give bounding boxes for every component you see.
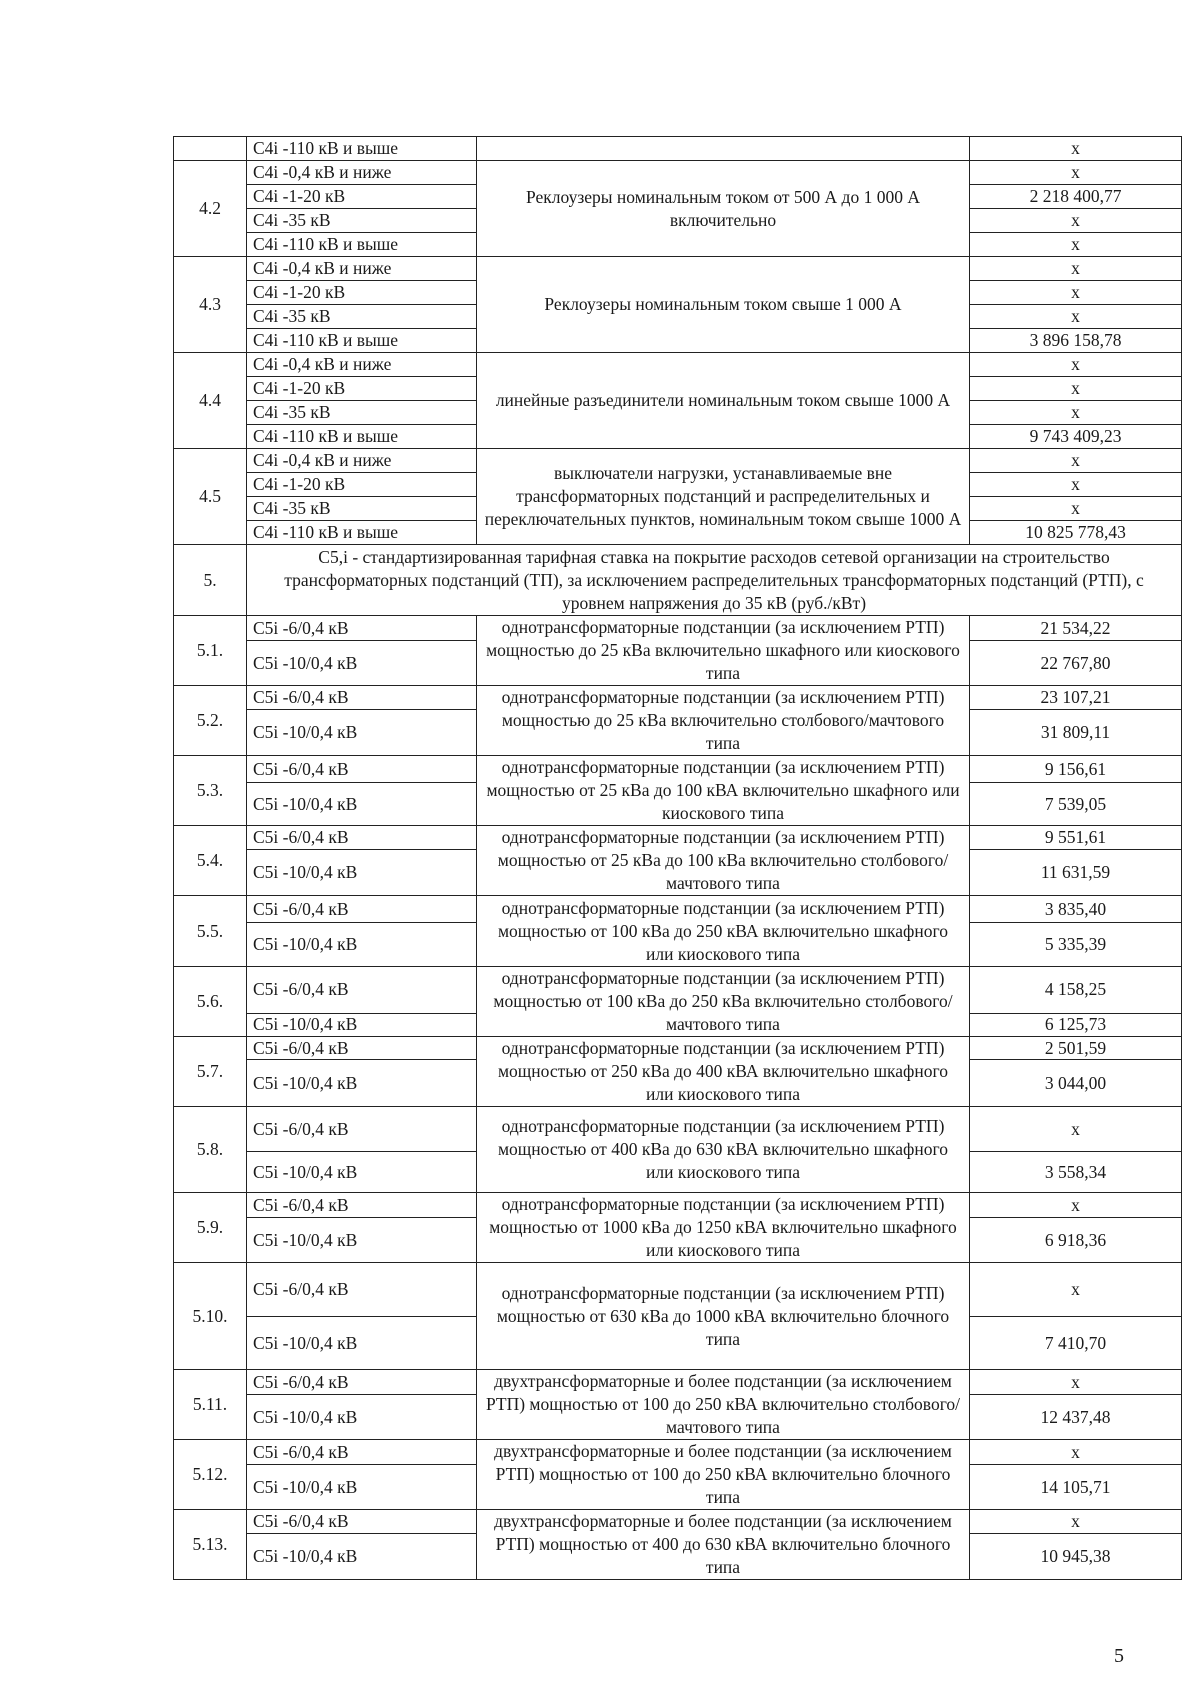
table-row [174,686,1182,710]
rate-value-cell: 7 410,70 [970,1317,1182,1370]
row-number-cell: 4.4 [174,353,247,449]
rate-code-cell: C5i -6/0,4 кВ [247,896,477,923]
rate-value-cell: x [970,353,1182,377]
rate-code-cell: C5i -10/0,4 кВ [247,1013,477,1036]
rate-value-cell: x [970,377,1182,401]
description-cell: линейные разъединители номинальным током свыше 1000 А [477,353,970,449]
rate-value-cell: x [970,401,1182,425]
table-row [174,449,1182,473]
description-cell: однотрансформаторные подстанции (за исключением РТП) мощностью от 100 кВа до 250 кВа включительно столбового/мачтового типа [477,967,970,1037]
rate-code-cell: C5i -6/0,4 кВ [247,1263,477,1317]
rate-code-cell: C5i -10/0,4 кВ [247,1465,477,1510]
rate-code-cell: C5i -10/0,4 кВ [247,1060,477,1107]
rate-value-cell: 12 437,48 [970,1395,1182,1440]
table-row [174,257,1182,281]
row-number-cell: 4.3 [174,257,247,353]
description-cell: однотрансформаторные подстанции (за исключением РТП) мощностью от 25 кВа до 100 кВа включительно столбового/мачтового типа [477,826,970,896]
rate-value-cell: x [970,473,1182,497]
rate-value-cell: 5 335,39 [970,923,1182,967]
rate-value-cell: 2 218 400,77 [970,185,1182,209]
rate-value-cell: 3 558,34 [970,1152,1182,1193]
rate-code-cell: C5i -10/0,4 кВ [247,641,477,686]
table-row [174,1037,1182,1060]
rate-value-cell: x [970,257,1182,281]
row-number-cell: 5.5. [174,896,247,967]
rate-code-cell: C4i -35 кВ [247,497,477,521]
rate-code-cell: C5i -6/0,4 кВ [247,1370,477,1395]
rate-code-cell: C5i -10/0,4 кВ [247,710,477,756]
rate-code-cell: C4i -110 кВ и выше [247,329,477,353]
row-number-cell: 5.3. [174,756,247,826]
rate-code-cell: C5i -10/0,4 кВ [247,1534,477,1580]
row-number-cell: 5.7. [174,1037,247,1107]
rate-code-cell: C4i -35 кВ [247,401,477,425]
description-cell: Реклоузеры номинальным током свыше 1 000 А [477,257,970,353]
rate-value-cell: x [970,305,1182,329]
table-row [174,896,1182,923]
rate-value-cell: 10 825 778,43 [970,521,1182,545]
description-cell: однотрансформаторные подстанции (за исключением РТП) мощностью от 1000 кВа до 1250 кВА включительно шкафного или киоскового типа [477,1193,970,1263]
rate-value-cell: 9 551,61 [970,826,1182,850]
row-number-cell: 5.1. [174,616,247,686]
rate-code-cell: C4i -1-20 кВ [247,377,477,401]
row-number-cell: 5.6. [174,967,247,1037]
rate-code-cell: C5i -10/0,4 кВ [247,1317,477,1370]
rate-value-cell: 23 107,21 [970,686,1182,710]
description-cell: однотрансформаторные подстанции (за исключением РТП) мощностью от 400 кВа до 630 кВА включительно шкафного или киоскового типа [477,1107,970,1193]
table-row [174,1263,1182,1317]
table-row [174,161,1182,185]
rate-value-cell: 2 501,59 [970,1037,1182,1060]
row-number-cell: 5.11. [174,1370,247,1440]
rate-code-cell: C5i -6/0,4 кВ [247,1510,477,1534]
row-number-cell: 5.9. [174,1193,247,1263]
rate-code-cell: C4i -1-20 кВ [247,281,477,305]
rate-value-cell: x [970,1510,1182,1534]
rate-code-cell: C4i -110 кВ и выше [247,425,477,449]
description-cell: Реклоузеры номинальным током от 500 А до 1 000 А включительно [477,161,970,257]
rate-code-cell: C5i -6/0,4 кВ [247,1193,477,1218]
rate-code-cell: C5i -10/0,4 кВ [247,783,477,826]
rate-code-cell: C4i -0,4 кВ и ниже [247,257,477,281]
section-title-cell: C5,i - стандартизированная тарифная ставка на покрытие расходов сетевой организации на строительство трансформаторных подстанций (ТП), за исключением распределительных трансформаторных подстанций (РТП), с уровнем напряжения до 35 кВ (руб./кВт) [247,545,1182,616]
page-number: 5 [1114,1645,1124,1667]
row-number-cell: 5.13. [174,1510,247,1580]
description-cell: однотрансформаторные подстанции (за исключением РТП) мощностью от 250 кВа до 400 кВА включительно шкафного или киоскового типа [477,1037,970,1107]
rate-value-cell: x [970,1440,1182,1465]
rate-code-cell: C5i -6/0,4 кВ [247,1037,477,1060]
rate-value-cell: 6 125,73 [970,1013,1182,1036]
rate-code-cell: C5i -10/0,4 кВ [247,1395,477,1440]
rate-value-cell: x [970,137,1182,161]
rate-code-cell: C5i -6/0,4 кВ [247,826,477,850]
table-row [174,1440,1182,1465]
rate-value-cell: x [970,449,1182,473]
description-cell: двухтрансформаторные и более подстанции (за исключением РТП) мощностью от 100 до 250 кВА включительно блочного типа [477,1440,970,1510]
rate-code-cell: C5i -6/0,4 кВ [247,1440,477,1465]
rate-value-cell: 14 105,71 [970,1465,1182,1510]
rate-code-cell: C5i -6/0,4 кВ [247,967,477,1014]
rate-value-cell: x [970,1193,1182,1218]
rate-value-cell: 3 835,40 [970,896,1182,923]
rate-value-cell: 9 743 409,23 [970,425,1182,449]
rate-code-cell: C4i -1-20 кВ [247,185,477,209]
table-row [174,616,1182,641]
row-number-cell: 4.2 [174,161,247,257]
rate-value-cell: 7 539,05 [970,783,1182,826]
description-cell: двухтрансформаторные и более подстанции (за исключением РТП) мощностью от 400 до 630 кВА включительно блочного типа [477,1510,970,1580]
rate-code-cell: C5i -6/0,4 кВ [247,756,477,783]
rate-code-cell: C5i -10/0,4 кВ [247,850,477,896]
row-number-cell [174,137,247,161]
table-row [174,137,1182,161]
row-number-cell: 5.8. [174,1107,247,1193]
table-row [174,967,1182,1014]
rate-code-cell: C4i -0,4 кВ и ниже [247,161,477,185]
rate-value-cell: x [970,1263,1182,1317]
table-row [174,1370,1182,1395]
description-cell: двухтрансформаторные и более подстанции (за исключением РТП) мощностью от 100 до 250 кВА включительно столбового/мачтового типа [477,1370,970,1440]
rate-code-cell: C4i -110 кВ и выше [247,233,477,257]
rate-value-cell: 11 631,59 [970,850,1182,896]
rate-code-cell: C5i -6/0,4 кВ [247,1107,477,1152]
rate-value-cell: 22 767,80 [970,641,1182,686]
rate-value-cell: 3 044,00 [970,1060,1182,1107]
rate-value-cell: x [970,497,1182,521]
rate-code-cell: C5i -6/0,4 кВ [247,616,477,641]
row-number-cell: 4.5 [174,449,247,545]
rate-value-cell: 9 156,61 [970,756,1182,783]
rate-code-cell: C5i -10/0,4 кВ [247,923,477,967]
rate-value-cell: x [970,281,1182,305]
row-number-cell: 5.10. [174,1263,247,1370]
rate-value-cell: x [970,1107,1182,1152]
table-row [174,826,1182,850]
rate-code-cell: C4i -35 кВ [247,209,477,233]
rate-code-cell: C4i -110 кВ и выше [247,521,477,545]
rate-value-cell: 21 534,22 [970,616,1182,641]
section-header-row [174,545,1182,616]
rate-value-cell: 10 945,38 [970,1534,1182,1580]
rate-code-cell: C4i -110 кВ и выше [247,137,477,161]
table-row [174,756,1182,783]
rate-value-cell: x [970,1370,1182,1395]
row-number-cell: 5. [174,545,247,616]
rate-code-cell: C4i -35 кВ [247,305,477,329]
rate-value-cell: 4 158,25 [970,967,1182,1014]
row-number-cell: 5.2. [174,686,247,756]
table-row [174,1510,1182,1534]
rate-code-cell: C5i -10/0,4 кВ [247,1152,477,1193]
description-cell: однотрансформаторные подстанции (за исключением РТП) мощностью от 25 кВа до 100 кВА включительно шкафного или киоскового типа [477,756,970,826]
rate-value-cell: x [970,161,1182,185]
description-cell [477,137,970,161]
rate-value-cell: 6 918,36 [970,1218,1182,1263]
table-row [174,1193,1182,1218]
rate-code-cell: C4i -1-20 кВ [247,473,477,497]
table-row [174,1107,1182,1152]
rate-value-cell: x [970,209,1182,233]
rate-code-cell: C5i -10/0,4 кВ [247,1218,477,1263]
rate-code-cell: C4i -0,4 кВ и ниже [247,353,477,377]
row-number-cell: 5.4. [174,826,247,896]
description-cell: однотрансформаторные подстанции (за исключением РТП) мощностью от 100 кВа до 250 кВА включительно шкафного или киоскового типа [477,896,970,967]
rate-value-cell: x [970,233,1182,257]
description-cell: выключатели нагрузки, устанавливаемые вне трансформаторных подстанций и распределительных и переключательных пунктов, номинальным током свыше 1000 А [477,449,970,545]
tariff-table [173,136,1182,1580]
row-number-cell: 5.12. [174,1440,247,1510]
description-cell: однотрансформаторные подстанции (за исключением РТП) мощностью до 25 кВа включительно столбового/мачтового типа [477,686,970,756]
rate-code-cell: C4i -0,4 кВ и ниже [247,449,477,473]
rate-value-cell: 31 809,11 [970,710,1182,756]
table-row [174,353,1182,377]
rate-code-cell: C5i -6/0,4 кВ [247,686,477,710]
description-cell: однотрансформаторные подстанции (за исключением РТП) мощностью до 25 кВа включительно шкафного или киоскового типа [477,616,970,686]
rate-value-cell: 3 896 158,78 [970,329,1182,353]
description-cell: однотрансформаторные подстанции (за исключением РТП) мощностью от 630 кВа до 1000 кВА включительно блочного типа [477,1263,970,1370]
